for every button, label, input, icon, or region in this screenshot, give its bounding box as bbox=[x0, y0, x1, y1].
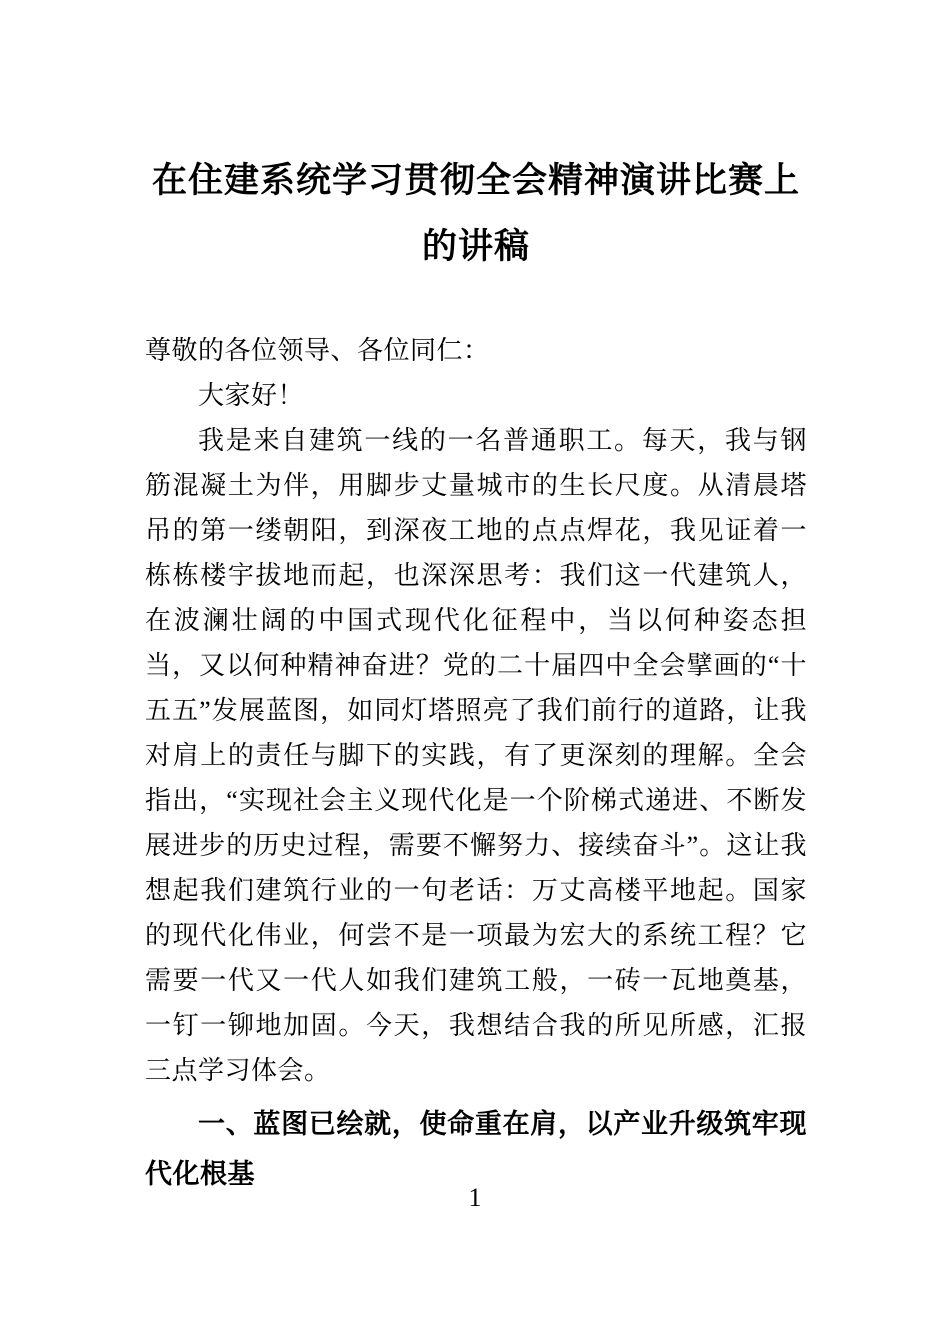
greeting-line: 大家好！ bbox=[198, 381, 305, 410]
title-line-1: 在住建系统学习贯彻全会精神演讲比赛上 bbox=[151, 161, 800, 200]
document-body bbox=[145, 328, 807, 1199]
title-line-2: 的讲稿 bbox=[421, 227, 530, 266]
document-content bbox=[145, 148, 807, 1199]
body-paragraph-1: 我是来自建筑一线的一名普通职工。每天，我与钢筋混凝土为伴，用脚步丈量城市的生长尺度。从清晨塔吊的第一缕朝阳，到深夜工地的点点焊花，我见证着一栋栋楼宇拔地而起，也深深思考：我们这一代建筑人，在波澜壮阔的中国式现代化征程中，当以何种姿态担当，又以何种精神奋进？党的二十届四中全会擘画的“十五五”发展蓝图，如同灯塔照亮了我们前行的道路，让我对肩上的责任与脚下的实践，有了更深刻的理解。全会指出，“实现社会主义现代化是一个阶梯式递进、不断发展进步的历史过程，需要不懈努力、接续奋斗”。这让我想起我们建筑行业的一句老话：万丈高楼平地起。国家的现代化伟业，何尝不是一项最为宏大的系统工程？它需要一代又一代人如我们建筑工般，一砖一瓦地奠基，一钉一铆地加固。今天，我想结合我的所见所感，汇报三点学习体会。 bbox=[145, 426, 807, 1085]
salutation-line: 尊敬的各位领导、各位同仁： bbox=[145, 336, 490, 365]
page-number: 1 bbox=[468, 1183, 482, 1212]
document-title bbox=[145, 148, 807, 280]
section-heading-1: 一、蓝图已绘就，使命重在肩，以产业升级筑牢现代化根基 bbox=[145, 1109, 807, 1189]
